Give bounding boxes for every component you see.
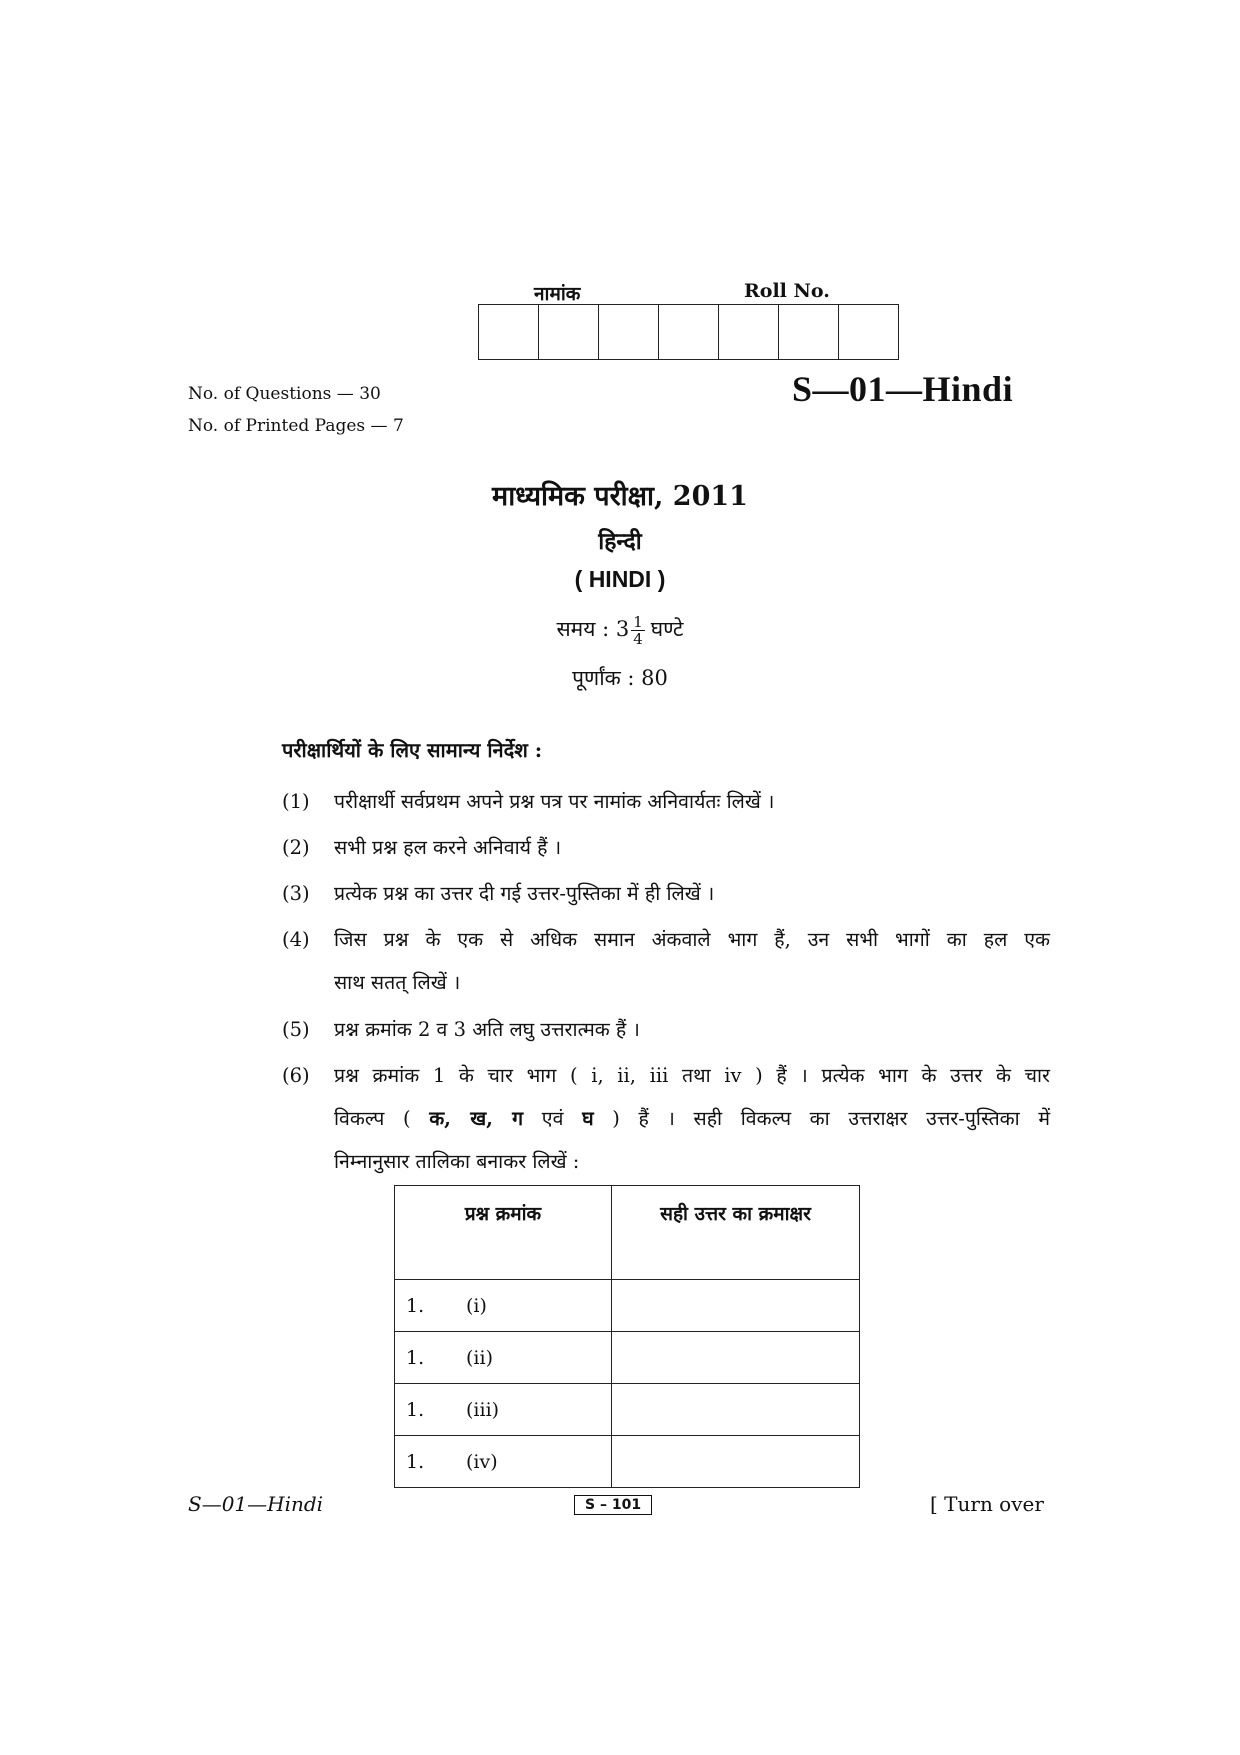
- question-part: (ii): [466, 1346, 493, 1369]
- fraction-numerator: 1: [633, 613, 643, 631]
- roll-box: [479, 305, 539, 359]
- table-row: [395, 1332, 860, 1384]
- roll-box: [539, 305, 599, 359]
- roll-box: [599, 305, 659, 359]
- instruction-text: जिस प्रश्न के एक से अधिक समान अंकवाले भाग हैं, उन सभी भागों का हल एक: [334, 928, 1050, 951]
- printed-pages: No. of Printed Pages — 7: [188, 416, 404, 436]
- roll-number-boxes: [478, 304, 899, 360]
- instruction-item: [0, 918, 1240, 1006]
- instruction-item: [0, 872, 1240, 915]
- roll-label-english: Roll No.: [744, 280, 830, 302]
- time-allowed: [0, 614, 1240, 647]
- table-header-row: [395, 1186, 860, 1280]
- instruction-item: [0, 1054, 1240, 1186]
- instruction-number: (5): [282, 1018, 310, 1041]
- subject-hindi: हिन्दी: [598, 528, 642, 555]
- answer-cell: [612, 1384, 860, 1436]
- roll-box: [719, 305, 779, 359]
- answer-cell: [612, 1332, 860, 1384]
- question-number: 1.: [406, 1294, 425, 1317]
- instruction-item: [0, 780, 1240, 823]
- questions-count: No. of Questions — 30: [188, 384, 381, 404]
- instructions-heading: परीक्षार्थियों के लिए सामान्य निर्देश :: [282, 738, 543, 762]
- question-cell: [395, 1436, 612, 1488]
- instruction-text: प्रश्न क्रमांक 2 व 3 अति लघु उत्तरात्मक हैं ।: [334, 1018, 640, 1041]
- instruction-text: परीक्षार्थी सर्वप्रथम अपने प्रश्न पत्र पर नामांक अनिवार्यतः लिखें ।: [334, 790, 775, 813]
- instruction-text: प्रत्येक प्रश्न का उत्तर दी गई उत्तर-पुस्तिका में ही लिखें ।: [334, 882, 715, 905]
- time-fraction: [631, 614, 645, 647]
- text-part: एवं: [541, 1107, 564, 1130]
- instruction-number: (1): [282, 790, 310, 813]
- total-marks: पूर्णांक : 80: [572, 666, 668, 690]
- text-part: विकल्प (: [334, 1107, 411, 1130]
- question-cell: [395, 1280, 612, 1332]
- roll-box: [779, 305, 839, 359]
- option-letters: क, ख, ग: [429, 1107, 524, 1130]
- question-cell: [395, 1332, 612, 1384]
- time-unit: घण्टे: [650, 617, 684, 641]
- answer-table: [394, 1185, 860, 1488]
- table-header-question: प्रश्न क्रमांक: [395, 1186, 612, 1280]
- table-row: [395, 1280, 860, 1332]
- fraction-denominator: 4: [633, 630, 643, 648]
- exam-title: माध्यमिक परीक्षा, 2011: [492, 481, 748, 512]
- question-part: (iii): [466, 1398, 500, 1421]
- footer-page-code: S – 101: [574, 1495, 652, 1515]
- answer-cell: [612, 1280, 860, 1332]
- instruction-text: [334, 1097, 1050, 1140]
- instruction-text: सभी प्रश्न हल करने अनिवार्य हैं ।: [334, 836, 562, 859]
- answer-cell: [612, 1436, 860, 1488]
- question-number: 1.: [406, 1346, 425, 1369]
- turn-over: [ Turn over: [930, 1492, 1044, 1516]
- question-part: (i): [466, 1294, 487, 1317]
- question-cell: [395, 1384, 612, 1436]
- question-number: 1.: [406, 1450, 425, 1473]
- table-row: [395, 1436, 860, 1488]
- instruction-number: (2): [282, 836, 310, 859]
- question-number: 1.: [406, 1398, 425, 1421]
- footer-page-code-box: [574, 1494, 652, 1513]
- instruction-item: [0, 826, 1240, 869]
- instruction-text: प्रश्न क्रमांक 1 के चार भाग ( i, ii, iii तथा iv ) हैं । प्रत्येक भाग के उत्तर के चार: [334, 1064, 1050, 1087]
- instruction-number: (3): [282, 882, 310, 905]
- instruction-number: (4): [282, 928, 310, 951]
- paper-code: S—01—Hindi: [792, 369, 1014, 409]
- subject-english: ( HINDI ): [574, 566, 666, 592]
- instruction-number: (6): [282, 1064, 310, 1087]
- time-label: समय : 3: [556, 617, 630, 641]
- text-part: ) हैं । सही विकल्प का उत्तराक्षर उत्तर-पुस्तिका में: [612, 1107, 1051, 1130]
- table-header-answer: सही उत्तर का क्रमाक्षर: [612, 1186, 860, 1280]
- footer-paper-code: S—01—Hindi: [188, 1492, 324, 1516]
- instruction-text: साथ सतत् लिखें ।: [334, 971, 461, 994]
- table-row: [395, 1384, 860, 1436]
- question-part: (iv): [466, 1450, 498, 1473]
- roll-label-hindi: नामांक: [534, 283, 581, 305]
- roll-box: [839, 305, 898, 359]
- instruction-text: निम्नानुसार तालिका बनाकर लिखें :: [334, 1150, 580, 1173]
- option-letter: घ: [582, 1107, 594, 1130]
- instruction-item: [0, 1008, 1240, 1051]
- roll-box: [659, 305, 719, 359]
